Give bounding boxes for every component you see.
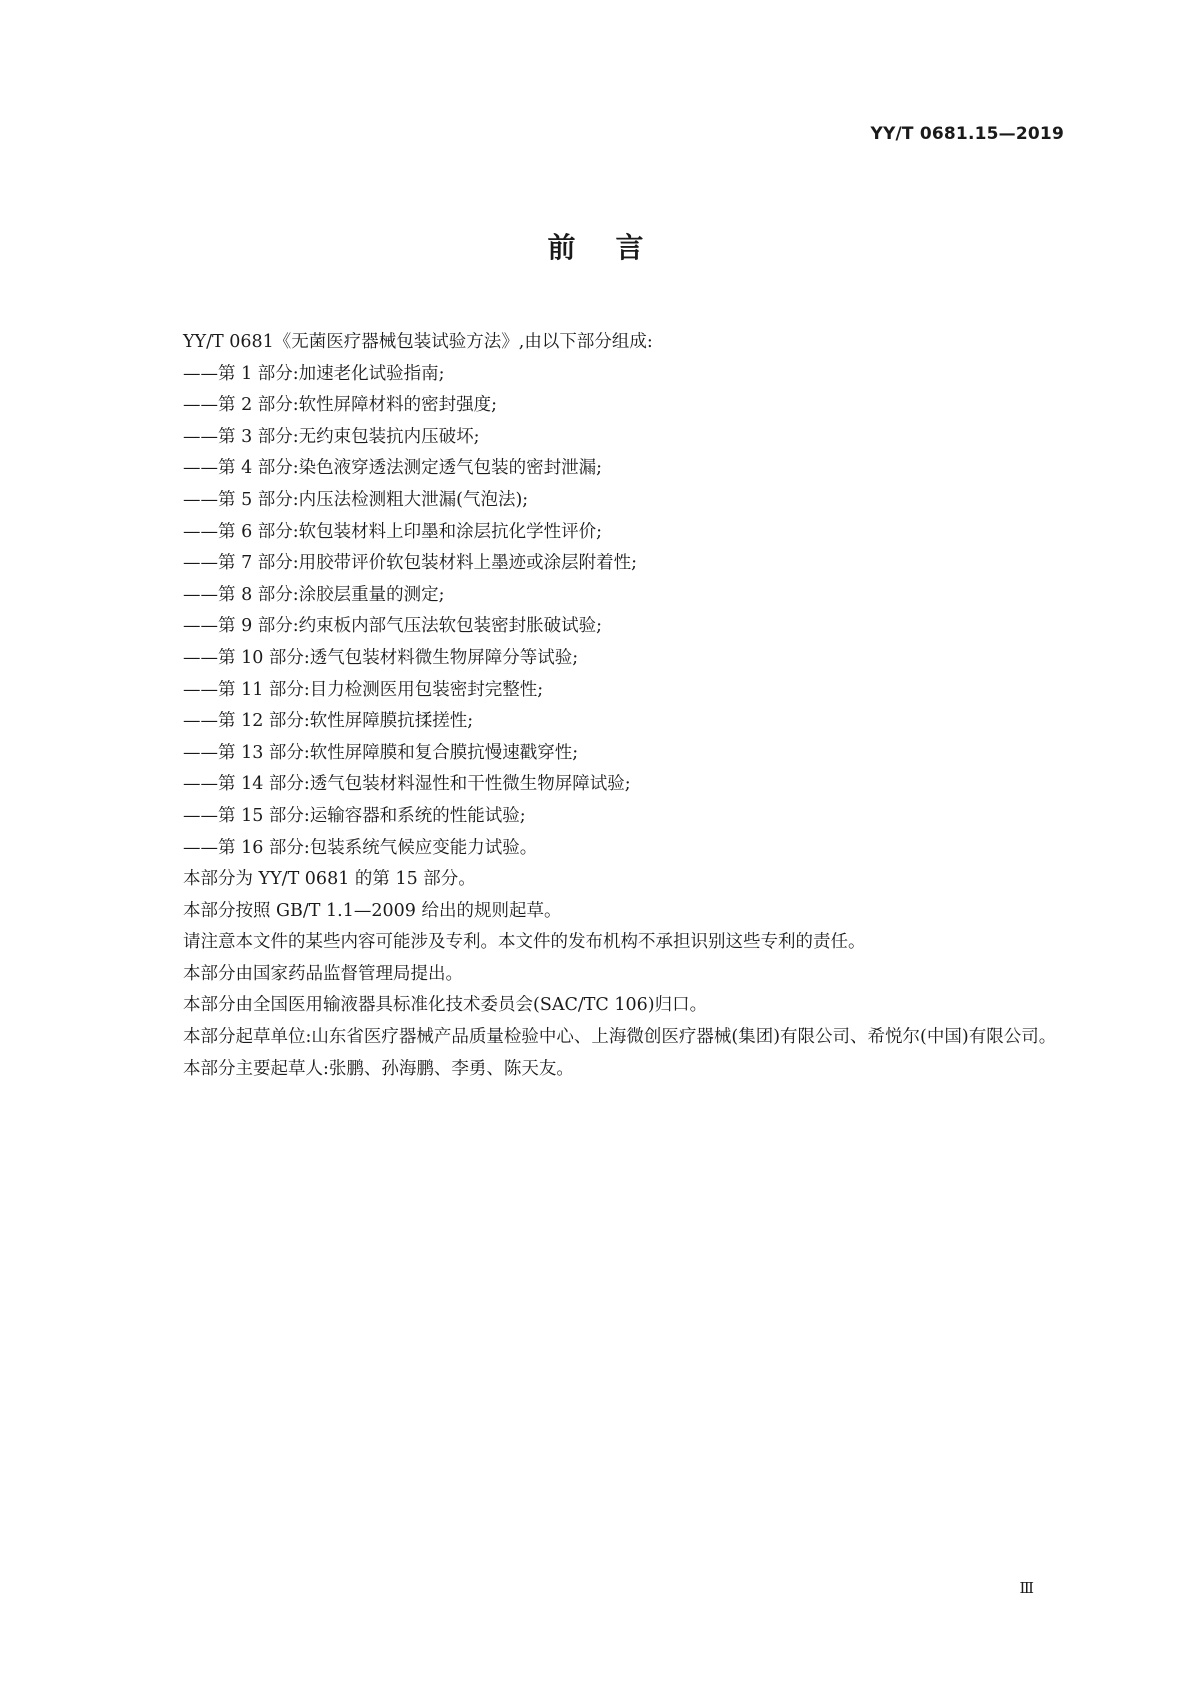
part-item: ——第 12 部分:软性屏障膜抗揉搓性; (183, 711, 474, 732)
part-item: ——第 16 部分:包装系统气候应变能力试验。 (183, 837, 538, 858)
page-title: 前言 (547, 231, 684, 264)
part-item: ——第 5 部分:内压法检测粗大泄漏(气泡法); (183, 489, 529, 510)
part-item: ——第 4 部分:染色液穿透法测定透气包装的密封泄漏; (183, 458, 603, 479)
part-item: ——第 8 部分:涂胶层重量的测定; (183, 584, 445, 605)
part-item: ——第 15 部分:运输容器和系统的性能试验; (183, 805, 526, 826)
part-item: ——第 7 部分:用胶带评价软包装材料上墨迹或涂层附着性; (183, 553, 638, 574)
part-item: ——第 10 部分:透气包装材料微生物屏障分等试验; (183, 647, 579, 668)
intro-paragraph: YY/T 0681《无菌医疗器械包装试验方法》,由以下部分组成: (183, 332, 653, 352)
foreword-body (148, 327, 1063, 1085)
part-item: ——第 6 部分:软包装材料上印墨和涂层抗化学性评价; (183, 521, 603, 542)
patent-notice-paragraph: 请注意本文件的某些内容可能涉及专利。本文件的发布机构不承担识别这些专利的责任。 (183, 932, 866, 953)
drafting-rules-paragraph: 本部分按照 GB/T 1.1—2009 给出的规则起草。 (183, 900, 562, 921)
part-statement-paragraph: 本部分为 YY/T 0681 的第 15 部分。 (183, 869, 476, 890)
part-list (148, 359, 1063, 865)
drafters-paragraph: 本部分主要起草人:张鹏、孙海鹏、李勇、陈天友。 (183, 1058, 574, 1079)
part-item: ——第 9 部分:约束板内部气压法软包装密封胀破试验; (183, 616, 603, 637)
drafting-units-paragraph: 本部分起草单位:山东省医疗器械产品质量检验中心、上海微创医疗器械(集团)有限公司、希悦尔(中国)有限公司。 (183, 1027, 1057, 1048)
document-code: YY/T 0681.15—2019 (870, 124, 1064, 144)
part-item: ——第 11 部分:目力检测医用包装密封完整性; (183, 679, 544, 700)
part-item: ——第 13 部分:软性屏障膜和复合膜抗慢速戳穿性; (183, 742, 579, 763)
part-item: ——第 2 部分:软性屏障材料的密封强度; (183, 395, 498, 416)
part-item: ——第 14 部分:透气包装材料湿性和干性微生物屏障试验; (183, 774, 631, 795)
technical-committee-paragraph: 本部分由全国医用输液器具标准化技术委员会(SAC/TC 106)归口。 (183, 995, 708, 1016)
part-item: ——第 1 部分:加速老化试验指南; (183, 363, 445, 384)
page-number: Ⅲ (1019, 1579, 1034, 1597)
part-item: ——第 3 部分:无约束包装抗内压破坏; (183, 426, 480, 447)
proposer-paragraph: 本部分由国家药品监督管理局提出。 (183, 963, 463, 984)
